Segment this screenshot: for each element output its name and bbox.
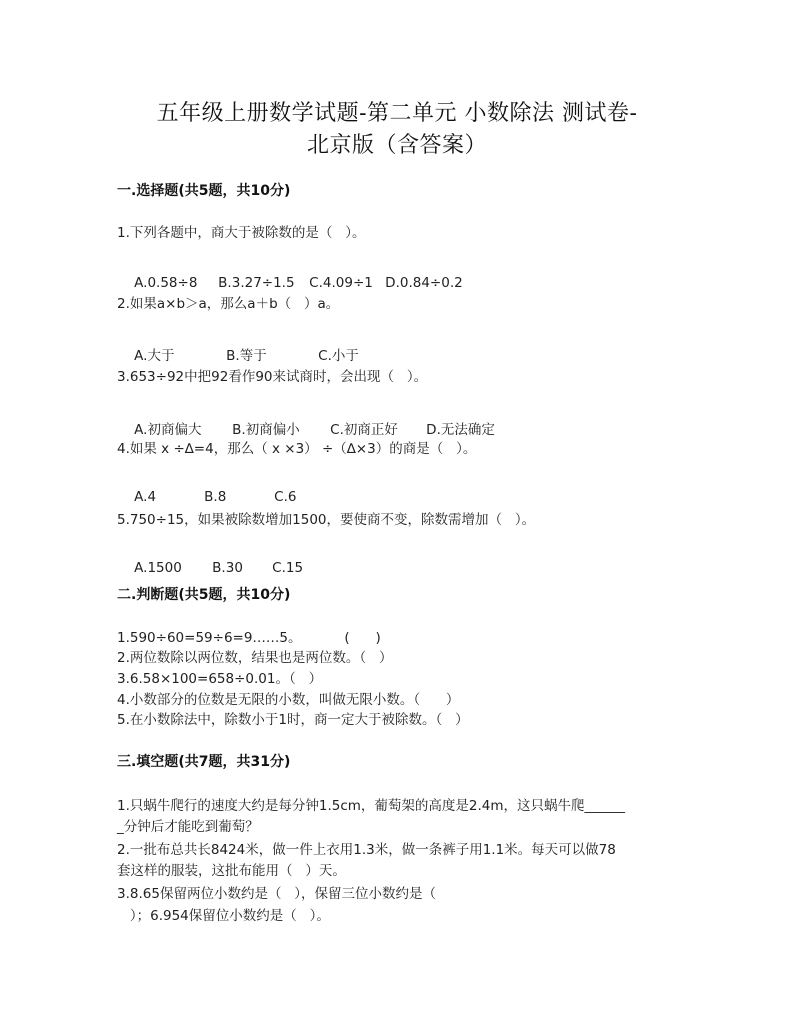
judgement-item: 4.小数部分的位数是无限的小数，叫做无限小数。（ ） — [117, 692, 460, 708]
option: B.3.27÷1.5 — [218, 275, 295, 291]
judgement-item: 3.6.58×100=658÷0.01。（ ） — [117, 671, 323, 687]
option: D.无法确定 — [426, 422, 495, 438]
option: A.4 — [134, 489, 157, 505]
judgement-item: 2.两位数除以两位数，结果也是两位数。（ ） — [117, 650, 393, 666]
question-stem: 3.653÷92中把92看作90来试商时，会出现（ ）。 — [117, 369, 428, 385]
option: B.等于 — [226, 348, 267, 364]
fill-blank-line: ）；6.954保留位小数约是（ ）。 — [117, 908, 330, 924]
fill-blank-line: 3.8.65保留两位小数约是（ ），保留三位小数约是（ — [117, 886, 437, 902]
option: A.1500 — [134, 560, 182, 576]
section-heading-fill-blank: 三.填空题(共7题，共31分) — [117, 754, 291, 770]
question-stem: 2.如果a×b＞a，那么a＋b（ ）a。 — [117, 296, 340, 312]
option: B.8 — [204, 489, 227, 505]
option: C.6 — [274, 489, 297, 505]
option: C.4.09÷1 — [309, 275, 373, 291]
option: B.30 — [212, 560, 243, 576]
option: C.小于 — [318, 348, 359, 364]
section-heading-choice: 一.选择题(共5题，共10分) — [117, 183, 291, 199]
option: A.初商偏大 — [134, 422, 202, 438]
fill-blank-line: 套这样的服装，这批布能用（ ）天。 — [117, 863, 346, 879]
option: D.0.84÷0.2 — [385, 275, 463, 291]
option: C.初商正好 — [330, 422, 398, 438]
question-stem: 4.如果 x ÷∆=4，那么（ x ×3） ÷（∆×3）的商是（ ）。 — [117, 441, 477, 457]
question-stem: 1.下列各题中，商大于被除数的是（ ）。 — [117, 225, 366, 241]
option: C.15 — [272, 560, 304, 576]
fill-blank-line: 2.一批布总共长8424米，做一件上衣用1.3米，做一条裤子用1.1米。每天可以做78 — [117, 842, 616, 858]
page-title-line1: 五年级上册数学试题-第二单元 小数除法 测试卷- — [156, 101, 638, 126]
section-heading-judgement: 二.判断题(共5题，共10分) — [117, 587, 291, 603]
option: B.初商偏小 — [232, 422, 300, 438]
option: A.0.58÷8 — [134, 275, 198, 291]
option: A.大于 — [134, 348, 175, 364]
fill-blank-line: 1.只蜗牛爬行的速度大约是每分钟1.5cm，葡萄架的高度是2.4m，这只蜗牛爬______ — [117, 798, 626, 814]
fill-blank-line: _分钟后才能吃到葡萄？ — [117, 819, 259, 835]
page-title-line2: 北京版（含答案） — [306, 133, 487, 158]
judgement-item: 5.在小数除法中，除数小于1时，商一定大于被除数。（ ） — [117, 712, 469, 728]
question-stem: 5.750÷15，如果被除数增加1500，要使商不变，除数需增加（ ）。 — [117, 512, 536, 528]
judgement-item: 1.590÷60=59÷6=9……5。 ( ) — [117, 630, 381, 646]
